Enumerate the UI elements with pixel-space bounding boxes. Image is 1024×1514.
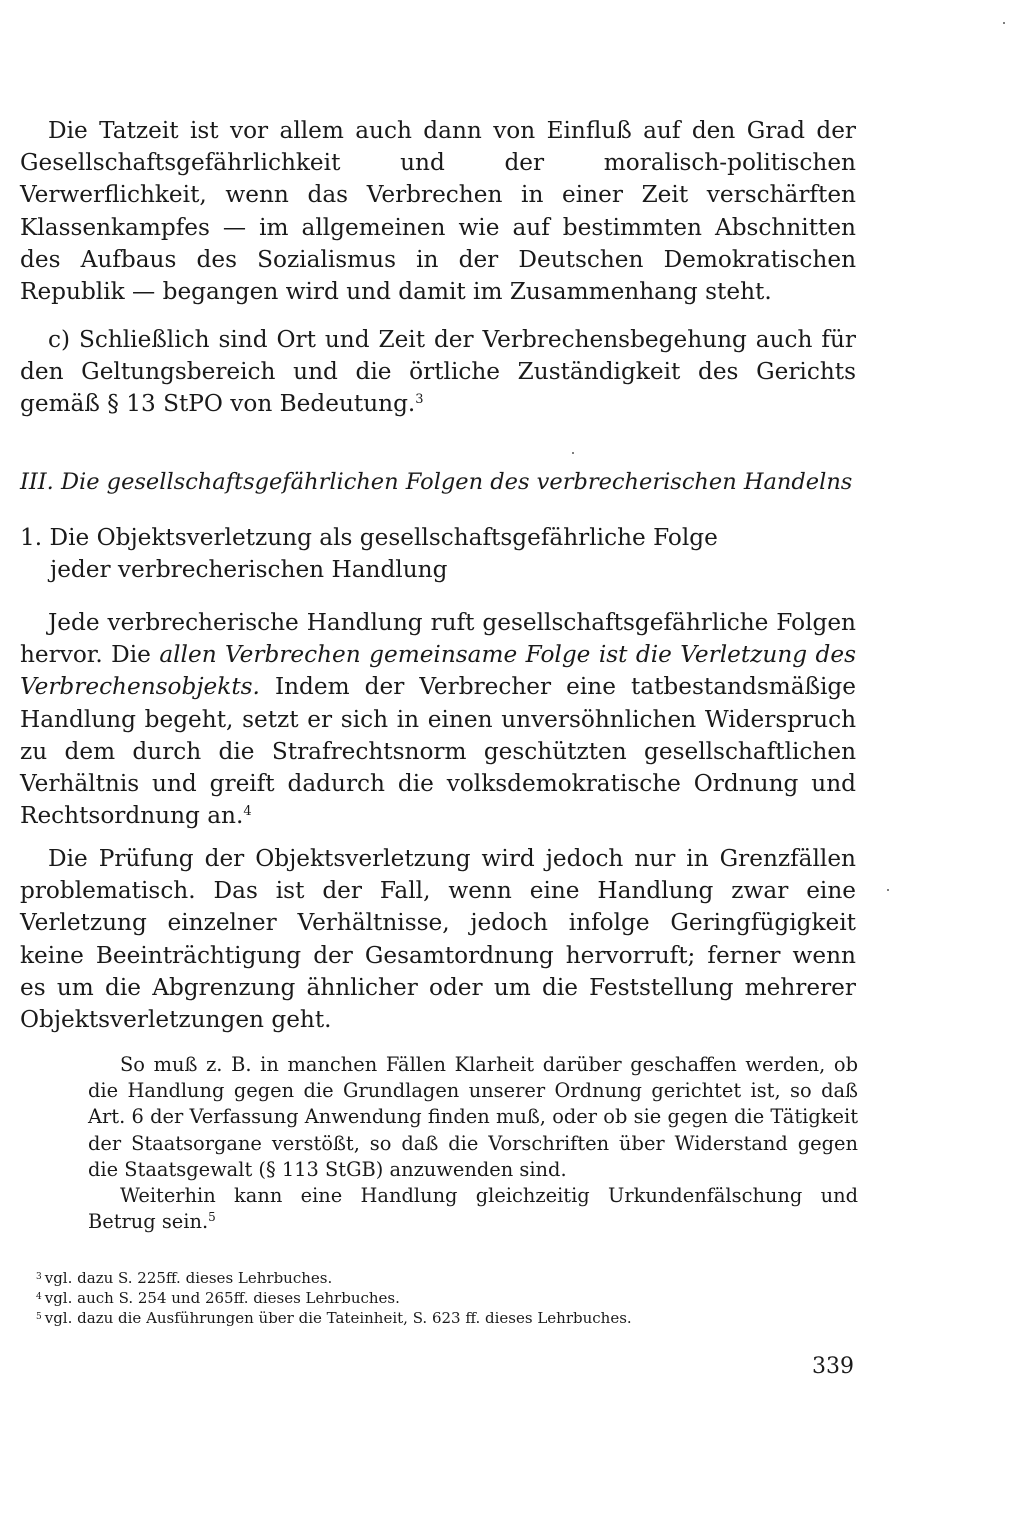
- footnote-5: [36, 1308, 736, 1328]
- paragraph-objektsverletzung: [20, 607, 856, 832]
- subsection-heading-line-2: jeder verbrecherischen Handlung: [50, 556, 448, 583]
- subsection-heading-line-1: 1. Die Objektsverletzung als gesellschaftsgefährliche Folge: [20, 524, 718, 551]
- footnote-mark: 3: [36, 1272, 42, 1282]
- section-heading: III. Die gesellschaftsgefährlichen Folgen des verbrecherischen Handelns: [20, 469, 853, 495]
- example-block: [88, 1052, 858, 1235]
- paragraph-text: [20, 607, 856, 832]
- footnote-text: vgl. dazu S. 225ff. dieses Lehrbuches.: [44, 1269, 333, 1287]
- footnote-ref-3[interactable]: 3: [415, 392, 424, 408]
- paragraph-emphasis: allen Verbrechen gemeinsame Folge ist die Verletzung des Verbrechensobjekts.: [20, 641, 856, 701]
- page-number: 339: [812, 1354, 854, 1379]
- paragraph-text-body: c) Schließlich sind Ort und Zeit der Verbrechensbegehung auch für den Geltungsbereich und die örtliche Zuständigkeit des Gerichts gemäß § 13 StPO von Bedeutung.: [20, 326, 856, 418]
- print-speck: [1003, 22, 1005, 24]
- example-paragraph-2: [88, 1183, 858, 1235]
- footnote-text: vgl. auch S. 254 und 265ff. dieses Lehrbuches.: [44, 1289, 400, 1307]
- footnote-text: vgl. dazu die Ausführungen über die Tateinheit, S. 623 ff. dieses Lehrbuches.: [44, 1309, 632, 1327]
- paragraph-pruefung: [20, 843, 856, 1036]
- footnote-4: [36, 1288, 736, 1308]
- paragraph-text-end: Indem der Verbrecher eine tatbestandsmäßige Handlung begeht, setzt er sich in einen unversöhnlichen Widerspruch zu dem durch die Strafrechtsnorm geschützten gesellschaftlichen Verhältnis und greift dadurch die volksdemokratische Ordnung und Rechtsordnung an.: [20, 673, 856, 830]
- footnote-3: [36, 1268, 736, 1288]
- footnote-ref-5[interactable]: 5: [208, 1210, 216, 1225]
- footnote-ref-4[interactable]: 4: [243, 804, 252, 820]
- paragraph-tatzeit: [20, 115, 856, 308]
- print-speck: [887, 889, 889, 891]
- paragraph-text: [20, 324, 856, 421]
- footnote-mark: 5: [36, 1312, 42, 1322]
- paragraph-text-start: Jede verbrecherische Handlung ruft gesellschaftsgefährliche Folgen hervor. Die: [20, 609, 856, 669]
- footnotes: [36, 1268, 736, 1328]
- footnote-mark: 4: [36, 1292, 42, 1302]
- example-paragraph-2-text: Weiterhin kann eine Handlung gleichzeitig Urkundenfälschung und Betrug sein.: [88, 1184, 858, 1234]
- paragraph-text: Die Prüfung der Objektsverletzung wird jedoch nur in Grenzfällen problematisch. Das ist der Fall, wenn eine Handlung zwar eine Verletzung einzelner Verhältnisse, jedoch infolge Geringfügigkeit keine Beeinträchtigung der Gesamtordnung hervorruft; ferner wenn es um die Abgrenzung ähnlicher oder um die Feststellung mehrerer Objektsverletzungen geht.: [20, 845, 856, 1034]
- subsection-heading: [20, 522, 780, 586]
- paragraph-ort-und-zeit: [20, 324, 856, 421]
- example-paragraph-1: So muß z. B. in manchen Fällen Klarheit darüber geschaffen werden, ob die Handlung gegen die Grundlagen unserer Ordnung gerichtet ist, so daß Art. 6 der Verfassung Anwendung finden muß, oder ob sie gegen die Tätigkeit der Staatsorgane verstößt, so daß die Vorschriften über Widerstand gegen die Staatsgewalt (§ 113 StGB) anzuwenden sind.: [88, 1053, 858, 1181]
- paragraph-text: Die Tatzeit ist vor allem auch dann von Einfluß auf den Grad der Gesellschaftsgefährlichkeit und der moralisch-politischen Verwerflichkeit, wenn das Verbrechen in einer Zeit verschärften Klassenkampfes — im allgemeinen wie auf bestimmten Abschnitten des Aufbaus des Sozialismus in der Deutschen Demokratischen Republik — begangen wird und damit im Zusammenhang steht.: [20, 117, 856, 306]
- print-speck: [572, 452, 574, 454]
